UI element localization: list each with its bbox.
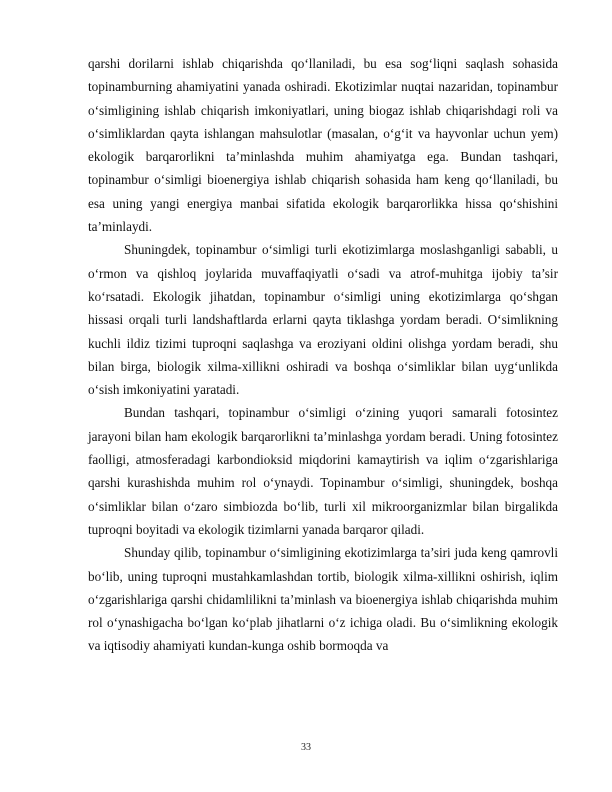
- page-number: 33: [301, 742, 311, 753]
- paragraph: Bundan tashqari, topinambur o‘simligi o‘zining yuqori samarali fotosintez jarayoni bilan ham ekologik barqarorlikni ta’minlashga yordam beradi. Uning fotosintez faolligi, atmosferadagi karbondioksid miqdorini kamaytirish va iqlim o‘zgarishlariga qarshi kurashishda muhim rol o‘ynaydi. Topinambur o‘simligi, shuningdek, boshqa o‘simliklar bilan o‘zaro simbiozda bo‘lib, turli xil mikroorganizmlar bilan birgalikda tuproqni boyitadi va ekologik tizimlarni yanada barqaror qiladi.: [88, 405, 558, 537]
- paragraph-continuation: qarshi dorilarni ishlab chiqarishda qo‘llaniladi, bu esa sog‘liqni saqlash sohasida topinamburning ahamiyatini yanada oshiradi. Ekotizimlar nuqtai nazaridan, topinambur o‘simligining ishlab chiqarish imkoniyatlari, uning biogaz ishlab chiqarishdagi roli va o‘simliklardan qayta ishlangan mahsulotlar (masalan, o‘g‘it va hayvonlar uchun yem) ekologik barqarorlikni ta’minlashda muhim ahamiyatga ega. Bundan tashqari, topinambur o‘simligi bioenergiya ishlab chiqarish sohasida ham keng qo‘llaniladi, bu esa uning yangi energiya manbai sifatida ekologik barqarorlikka hissa qo‘shishini ta’minlaydi.: [88, 56, 558, 235]
- body-text: [88, 52, 558, 658]
- paragraph: Shuningdek, topinambur o‘simligi turli ekotizimlarga moslashganligi sababli, u o‘rmon va qishloq joylarida muvaffaqiyatli o‘sadi va atrof-muhitga ijobiy ta’sir ko‘rsatadi. Ekologik jihatdan, topinambur o‘simligi uning ekotizimlarga qo‘shgan hissasi orqali turli landshaftlarda erlarni qayta tiklashga yordam beradi. O‘simlikning kuchli ildiz tizimi tuproqni saqlashga va eroziyani oldini olishga yordam beradi, shu bilan birga, biologik xilma-xillikni oshiradi va boshqa o‘simliklar bilan uyg‘unlikda o‘sish imkoniyatini yaratadi.: [88, 242, 558, 398]
- paragraph: Shunday qilib, topinambur o‘simligining ekotizimlarga ta’siri juda keng qamrovli bo‘lib, uning tuproqni mustahkamlashdan tortib, biologik xilma-xillikni oshirish, iqlim o‘zgarishlariga qarshi chidamlilikni ta’minlash va bioenergiya ishlab chiqarishda muhim rol o‘ynashigacha bo‘lgan ko‘plab jihatlarni o‘z ichiga oladi. Bu o‘simlikning ekologik va iqtisodiy ahamiyati kundan-kunga oshib bormoqda va: [88, 545, 558, 654]
